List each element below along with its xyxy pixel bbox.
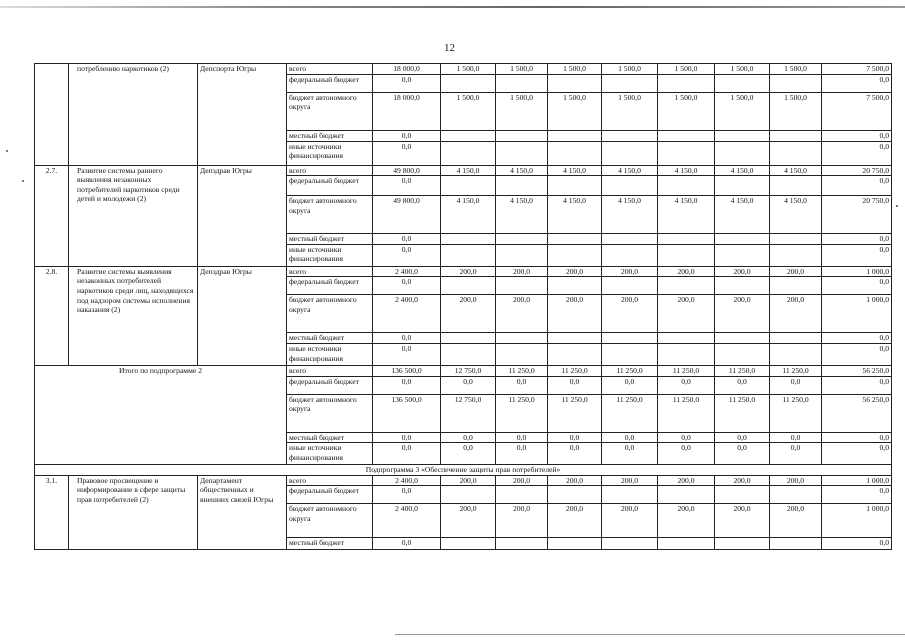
value-cell bbox=[658, 333, 715, 344]
value-cell: 1 500,0 bbox=[496, 64, 548, 75]
value-cell: 0,0 bbox=[496, 432, 548, 443]
item-name: Развитие системы выявления незаконных потребителей наркотиков среди лиц, находящихся под надзором системы исполнения наказания (2) bbox=[69, 266, 198, 365]
value-cell bbox=[715, 176, 770, 196]
value-cell: 11 250,0 bbox=[496, 394, 548, 432]
value-cell bbox=[602, 486, 658, 504]
funding-source-label: иные источники финансирования bbox=[287, 244, 373, 266]
value-cell: 7 500,0 bbox=[822, 92, 892, 130]
value-cell: 200,0 bbox=[715, 504, 770, 538]
value-cell: 1 000,0 bbox=[822, 504, 892, 538]
value-cell: 0,0 bbox=[822, 343, 892, 365]
funding-source-label: федеральный бюджет bbox=[287, 176, 373, 196]
value-cell: 0,0 bbox=[658, 432, 715, 443]
value-cell bbox=[715, 343, 770, 365]
funding-source-label: бюджет автономного округа bbox=[287, 504, 373, 538]
item-executor: Депспорта Югры bbox=[198, 64, 287, 166]
value-cell: 200,0 bbox=[602, 504, 658, 538]
value-cell bbox=[496, 130, 548, 141]
value-cell bbox=[770, 244, 822, 266]
value-cell: 2 400,0 bbox=[373, 295, 441, 333]
value-cell: 4 150,0 bbox=[770, 165, 822, 176]
value-cell: 1 000,0 bbox=[822, 266, 892, 277]
value-cell: 11 250,0 bbox=[658, 365, 715, 376]
value-cell bbox=[496, 538, 548, 550]
value-cell: 4 150,0 bbox=[770, 196, 822, 234]
value-cell: 200,0 bbox=[715, 266, 770, 277]
funding-source-label: местный бюджет bbox=[287, 538, 373, 550]
value-cell: 0,0 bbox=[822, 234, 892, 245]
value-cell: 1 000,0 bbox=[822, 475, 892, 486]
value-cell bbox=[658, 486, 715, 504]
value-cell bbox=[441, 486, 496, 504]
value-cell: 0,0 bbox=[373, 244, 441, 266]
value-cell: 0,0 bbox=[770, 432, 822, 443]
value-cell bbox=[658, 343, 715, 365]
funding-source-label: всего bbox=[287, 64, 373, 75]
value-cell: 11 250,0 bbox=[658, 394, 715, 432]
value-cell: 0,0 bbox=[822, 244, 892, 266]
value-cell: 0,0 bbox=[602, 376, 658, 394]
value-cell: 1 500,0 bbox=[715, 64, 770, 75]
value-cell: 200,0 bbox=[496, 504, 548, 538]
scan-edge-bottom bbox=[395, 634, 905, 635]
value-cell bbox=[658, 74, 715, 92]
value-cell bbox=[602, 141, 658, 165]
value-cell: 0,0 bbox=[602, 443, 658, 465]
value-cell: 4 150,0 bbox=[658, 165, 715, 176]
scan-edge-top bbox=[0, 6, 905, 8]
item-number bbox=[35, 64, 69, 166]
value-cell: 4 150,0 bbox=[658, 196, 715, 234]
value-cell bbox=[602, 277, 658, 295]
value-cell: 0,0 bbox=[822, 486, 892, 504]
funding-source-label: всего bbox=[287, 365, 373, 376]
funding-source-label: всего bbox=[287, 165, 373, 176]
program-budget-table bbox=[34, 63, 892, 550]
value-cell: 200,0 bbox=[496, 475, 548, 486]
value-cell bbox=[770, 234, 822, 245]
value-cell bbox=[602, 343, 658, 365]
value-cell bbox=[548, 277, 602, 295]
value-cell: 0,0 bbox=[822, 176, 892, 196]
value-cell: 0,0 bbox=[548, 443, 602, 465]
value-cell: 0,0 bbox=[822, 74, 892, 92]
value-cell: 7 500,0 bbox=[822, 64, 892, 75]
funding-source-label: местный бюджет bbox=[287, 130, 373, 141]
funding-source-label: местный бюджет bbox=[287, 234, 373, 245]
value-cell bbox=[548, 130, 602, 141]
value-cell bbox=[770, 277, 822, 295]
subprogram-header-row bbox=[35, 465, 892, 476]
value-cell: 1 500,0 bbox=[715, 92, 770, 130]
value-cell: 0,0 bbox=[822, 538, 892, 550]
value-cell bbox=[548, 538, 602, 550]
value-cell: 1 500,0 bbox=[441, 92, 496, 130]
value-cell: 18 000,0 bbox=[373, 64, 441, 75]
value-cell bbox=[715, 277, 770, 295]
value-cell: 4 150,0 bbox=[602, 196, 658, 234]
value-cell bbox=[602, 244, 658, 266]
scan-speck bbox=[22, 180, 24, 182]
value-cell bbox=[770, 486, 822, 504]
value-cell: 56 250,0 bbox=[822, 394, 892, 432]
value-cell: 12 750,0 bbox=[441, 394, 496, 432]
value-cell: 0,0 bbox=[496, 376, 548, 394]
value-cell bbox=[496, 486, 548, 504]
value-cell: 1 500,0 bbox=[602, 92, 658, 130]
funding-source-label: федеральный бюджет bbox=[287, 74, 373, 92]
value-cell: 0,0 bbox=[715, 443, 770, 465]
item-number: 3.1. bbox=[35, 475, 69, 550]
item-name: Развитие системы раннего выявления незаконных потребителей наркотиков среди детей и молодежи (2) bbox=[69, 165, 198, 266]
value-cell bbox=[658, 176, 715, 196]
value-cell: 0,0 bbox=[548, 432, 602, 443]
value-cell bbox=[602, 333, 658, 344]
value-cell: 200,0 bbox=[715, 295, 770, 333]
value-cell: 0,0 bbox=[715, 432, 770, 443]
value-cell bbox=[441, 234, 496, 245]
value-cell: 1 500,0 bbox=[658, 64, 715, 75]
value-cell bbox=[441, 141, 496, 165]
value-cell bbox=[715, 74, 770, 92]
value-cell: 0,0 bbox=[373, 443, 441, 465]
value-cell: 0,0 bbox=[496, 443, 548, 465]
value-cell: 200,0 bbox=[602, 475, 658, 486]
value-cell: 0,0 bbox=[373, 141, 441, 165]
value-cell bbox=[496, 176, 548, 196]
value-cell bbox=[770, 74, 822, 92]
value-cell bbox=[715, 141, 770, 165]
value-cell: 4 150,0 bbox=[496, 165, 548, 176]
value-cell: 0,0 bbox=[373, 176, 441, 196]
value-cell bbox=[441, 176, 496, 196]
value-cell bbox=[770, 141, 822, 165]
value-cell: 2 400,0 bbox=[373, 475, 441, 486]
value-cell: 20 750,0 bbox=[822, 196, 892, 234]
value-cell: 200,0 bbox=[496, 295, 548, 333]
value-cell: 200,0 bbox=[548, 504, 602, 538]
value-cell: 0,0 bbox=[441, 376, 496, 394]
value-cell: 200,0 bbox=[658, 475, 715, 486]
item-number: 2.8. bbox=[35, 266, 69, 365]
value-cell bbox=[441, 277, 496, 295]
value-cell: 0,0 bbox=[441, 432, 496, 443]
table-row bbox=[35, 475, 892, 486]
funding-source-label: федеральный бюджет bbox=[287, 486, 373, 504]
value-cell: 49 800,0 bbox=[373, 196, 441, 234]
value-cell: 4 150,0 bbox=[602, 165, 658, 176]
funding-source-label: бюджет автономного округа bbox=[287, 92, 373, 130]
value-cell: 0,0 bbox=[373, 486, 441, 504]
funding-source-label: бюджет автономного округа bbox=[287, 196, 373, 234]
scan-speck bbox=[896, 205, 898, 207]
value-cell bbox=[715, 130, 770, 141]
value-cell: 0,0 bbox=[373, 277, 441, 295]
value-cell bbox=[602, 234, 658, 245]
value-cell: 200,0 bbox=[548, 475, 602, 486]
value-cell bbox=[715, 486, 770, 504]
value-cell bbox=[770, 538, 822, 550]
item-executor: Депздрав Югры bbox=[198, 266, 287, 365]
value-cell bbox=[658, 234, 715, 245]
value-cell bbox=[715, 244, 770, 266]
value-cell: 11 250,0 bbox=[548, 365, 602, 376]
value-cell: 0,0 bbox=[822, 141, 892, 165]
value-cell: 0,0 bbox=[441, 443, 496, 465]
value-cell: 11 250,0 bbox=[548, 394, 602, 432]
value-cell: 200,0 bbox=[548, 295, 602, 333]
value-cell: 0,0 bbox=[373, 376, 441, 394]
funding-source-label: всего bbox=[287, 266, 373, 277]
value-cell: 4 150,0 bbox=[548, 196, 602, 234]
value-cell bbox=[548, 74, 602, 92]
value-cell bbox=[770, 176, 822, 196]
value-cell: 0,0 bbox=[822, 277, 892, 295]
value-cell bbox=[548, 244, 602, 266]
value-cell bbox=[496, 244, 548, 266]
value-cell bbox=[548, 333, 602, 344]
value-cell bbox=[548, 343, 602, 365]
funding-source-label: бюджет автономного округа bbox=[287, 394, 373, 432]
item-number: 2.7. bbox=[35, 165, 69, 266]
value-cell: 0,0 bbox=[822, 130, 892, 141]
value-cell: 1 500,0 bbox=[496, 92, 548, 130]
funding-source-label: местный бюджет bbox=[287, 432, 373, 443]
value-cell: 0,0 bbox=[822, 443, 892, 465]
value-cell: 0,0 bbox=[373, 432, 441, 443]
value-cell: 200,0 bbox=[441, 266, 496, 277]
value-cell: 0,0 bbox=[373, 333, 441, 344]
value-cell bbox=[548, 234, 602, 245]
funding-source-label: бюджет автономного округа bbox=[287, 295, 373, 333]
value-cell: 0,0 bbox=[373, 538, 441, 550]
item-name: потреблению наркотиков (2) bbox=[69, 64, 198, 166]
table-row bbox=[35, 165, 892, 176]
value-cell bbox=[496, 277, 548, 295]
funding-source-label: иные источники финансирования bbox=[287, 343, 373, 365]
funding-source-label: местный бюджет bbox=[287, 333, 373, 344]
value-cell: 4 150,0 bbox=[441, 196, 496, 234]
value-cell: 0,0 bbox=[770, 376, 822, 394]
item-executor: Депздрав Югры bbox=[198, 165, 287, 266]
value-cell bbox=[602, 176, 658, 196]
value-cell: 0,0 bbox=[770, 443, 822, 465]
value-cell: 0,0 bbox=[373, 74, 441, 92]
value-cell: 1 500,0 bbox=[602, 64, 658, 75]
value-cell bbox=[496, 74, 548, 92]
value-cell: 0,0 bbox=[715, 376, 770, 394]
value-cell bbox=[548, 176, 602, 196]
value-cell: 0,0 bbox=[822, 432, 892, 443]
value-cell bbox=[441, 74, 496, 92]
value-cell: 200,0 bbox=[658, 295, 715, 333]
value-cell: 200,0 bbox=[496, 266, 548, 277]
value-cell: 200,0 bbox=[770, 475, 822, 486]
scan-speck bbox=[6, 150, 8, 152]
funding-source-label: федеральный бюджет bbox=[287, 376, 373, 394]
value-cell: 12 750,0 bbox=[441, 365, 496, 376]
table-body bbox=[35, 64, 892, 550]
value-cell: 11 250,0 bbox=[602, 365, 658, 376]
value-cell: 4 150,0 bbox=[548, 165, 602, 176]
value-cell: 200,0 bbox=[658, 266, 715, 277]
value-cell: 200,0 bbox=[441, 295, 496, 333]
subprogram-title: Подпрограмма 3 «Обеспечение защиты прав потребителей» bbox=[35, 465, 892, 476]
value-cell bbox=[658, 538, 715, 550]
value-cell: 2 400,0 bbox=[373, 504, 441, 538]
value-cell bbox=[441, 244, 496, 266]
value-cell: 4 150,0 bbox=[715, 196, 770, 234]
value-cell: 11 250,0 bbox=[496, 365, 548, 376]
page-number: 12 bbox=[444, 42, 455, 54]
funding-source-label: иные источники финансирования bbox=[287, 141, 373, 165]
value-cell bbox=[770, 130, 822, 141]
value-cell: 200,0 bbox=[715, 475, 770, 486]
value-cell: 11 250,0 bbox=[770, 365, 822, 376]
value-cell: 0,0 bbox=[373, 130, 441, 141]
value-cell: 1 000,0 bbox=[822, 295, 892, 333]
value-cell: 0,0 bbox=[548, 376, 602, 394]
value-cell: 200,0 bbox=[441, 475, 496, 486]
value-cell: 200,0 bbox=[770, 504, 822, 538]
value-cell bbox=[602, 130, 658, 141]
value-cell bbox=[548, 486, 602, 504]
value-cell: 11 250,0 bbox=[770, 394, 822, 432]
item-name: Правовое просвещение и информирование в сфере защиты прав потребителей (2) bbox=[69, 475, 198, 550]
value-cell: 56 250,0 bbox=[822, 365, 892, 376]
value-cell: 136 500,0 bbox=[373, 365, 441, 376]
value-cell: 0,0 bbox=[822, 333, 892, 344]
value-cell: 4 150,0 bbox=[496, 196, 548, 234]
value-cell: 4 150,0 bbox=[715, 165, 770, 176]
value-cell bbox=[715, 538, 770, 550]
value-cell: 200,0 bbox=[770, 266, 822, 277]
value-cell: 1 500,0 bbox=[548, 64, 602, 75]
value-cell bbox=[441, 333, 496, 344]
value-cell: 200,0 bbox=[770, 295, 822, 333]
value-cell: 11 250,0 bbox=[715, 365, 770, 376]
value-cell: 0,0 bbox=[658, 376, 715, 394]
value-cell bbox=[496, 234, 548, 245]
total-row bbox=[35, 365, 892, 376]
funding-source-label: иные источники финансирования bbox=[287, 443, 373, 465]
value-cell bbox=[496, 343, 548, 365]
value-cell: 20 750,0 bbox=[822, 165, 892, 176]
value-cell bbox=[770, 333, 822, 344]
value-cell: 200,0 bbox=[602, 295, 658, 333]
value-cell: 200,0 bbox=[548, 266, 602, 277]
value-cell: 4 150,0 bbox=[441, 165, 496, 176]
value-cell bbox=[441, 538, 496, 550]
value-cell: 1 500,0 bbox=[658, 92, 715, 130]
table-row bbox=[35, 266, 892, 277]
value-cell: 1 500,0 bbox=[770, 92, 822, 130]
value-cell: 2 400,0 bbox=[373, 266, 441, 277]
value-cell: 0,0 bbox=[822, 376, 892, 394]
value-cell: 18 000,0 bbox=[373, 92, 441, 130]
value-cell bbox=[441, 130, 496, 141]
value-cell bbox=[496, 141, 548, 165]
value-cell bbox=[658, 130, 715, 141]
value-cell: 1 500,0 bbox=[441, 64, 496, 75]
value-cell bbox=[658, 244, 715, 266]
value-cell: 0,0 bbox=[373, 343, 441, 365]
value-cell bbox=[715, 333, 770, 344]
table-row bbox=[35, 64, 892, 75]
value-cell: 0,0 bbox=[373, 234, 441, 245]
total-label: Итого по подпрограмме 2 bbox=[35, 365, 287, 464]
value-cell: 200,0 bbox=[602, 266, 658, 277]
funding-source-label: всего bbox=[287, 475, 373, 486]
value-cell bbox=[441, 343, 496, 365]
value-cell: 1 500,0 bbox=[770, 64, 822, 75]
value-cell: 200,0 bbox=[441, 504, 496, 538]
value-cell: 1 500,0 bbox=[548, 92, 602, 130]
value-cell bbox=[715, 234, 770, 245]
value-cell: 11 250,0 bbox=[715, 394, 770, 432]
value-cell bbox=[602, 538, 658, 550]
value-cell bbox=[658, 277, 715, 295]
item-executor: Департамент общественных и внешних связей Югры bbox=[198, 475, 287, 550]
value-cell: 200,0 bbox=[658, 504, 715, 538]
value-cell: 0,0 bbox=[658, 443, 715, 465]
value-cell: 136 500,0 bbox=[373, 394, 441, 432]
value-cell: 11 250,0 bbox=[602, 394, 658, 432]
value-cell bbox=[602, 74, 658, 92]
value-cell: 0,0 bbox=[602, 432, 658, 443]
value-cell bbox=[548, 141, 602, 165]
value-cell bbox=[496, 333, 548, 344]
value-cell: 49 800,0 bbox=[373, 165, 441, 176]
funding-source-label: федеральный бюджет bbox=[287, 277, 373, 295]
value-cell bbox=[770, 343, 822, 365]
value-cell bbox=[658, 141, 715, 165]
